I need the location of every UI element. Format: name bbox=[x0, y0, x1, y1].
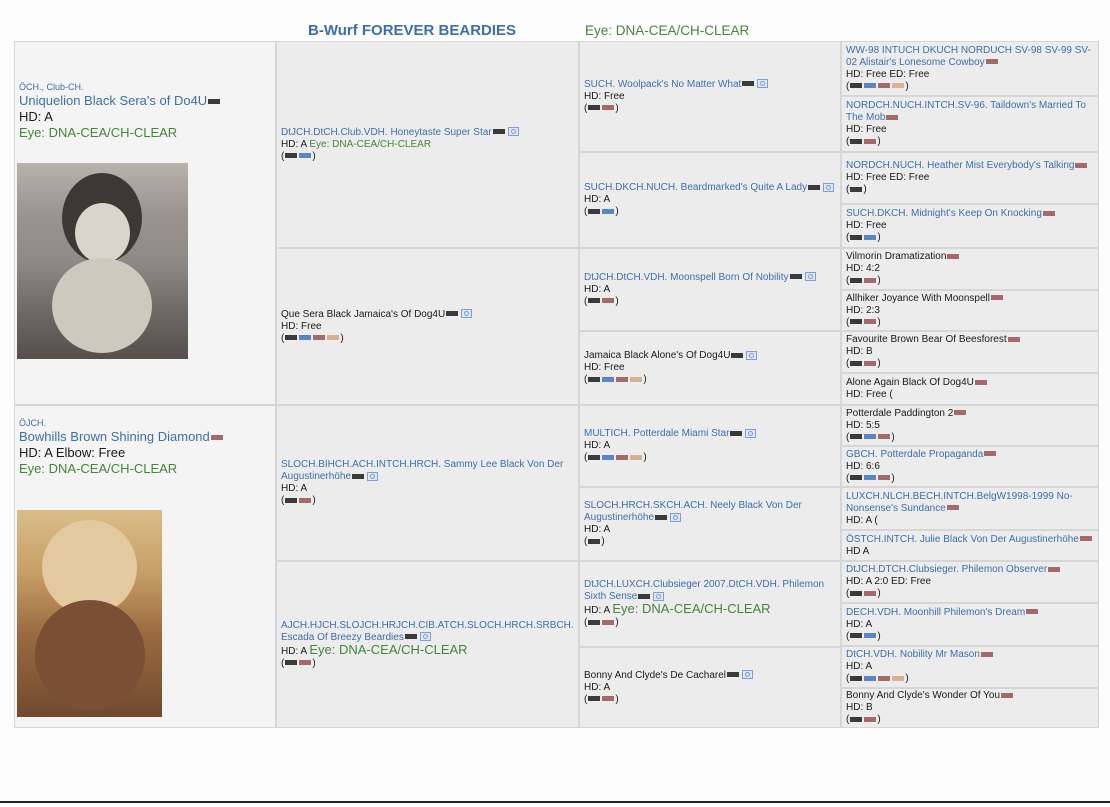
hd-result: HD: B bbox=[846, 702, 873, 713]
paren-open: ( bbox=[584, 617, 588, 628]
hd-result: HD: 4:2 bbox=[846, 263, 880, 274]
paren-close: ) bbox=[615, 693, 619, 705]
hd-result: HD: A bbox=[584, 283, 611, 295]
hd-result: HD: A bbox=[19, 109, 53, 124]
color-swatch bbox=[730, 431, 742, 436]
eye-result: Eye: DNA-CEA/CH-CLEAR bbox=[612, 601, 771, 616]
color-code-row bbox=[584, 452, 836, 464]
color-swatch bbox=[1075, 163, 1087, 168]
ancestor-dog-name[interactable]: NORDCH.NUCH.INTCH.SV-96. Taildown's Married To The Mob bbox=[846, 100, 1086, 123]
hd-result: HD: A bbox=[584, 440, 611, 451]
photo-icon[interactable] bbox=[653, 592, 664, 601]
color-code-row bbox=[584, 374, 836, 386]
dog-title-prefix: ÖJCH. bbox=[19, 418, 46, 428]
color-swatch bbox=[602, 696, 614, 701]
paren-close: ) bbox=[340, 332, 344, 344]
color-swatch bbox=[493, 129, 505, 134]
grandparent-dog-cell bbox=[579, 647, 841, 728]
grandparent-dog-cell bbox=[579, 331, 841, 405]
color-swatch bbox=[864, 717, 876, 722]
paren-close: ) bbox=[312, 495, 316, 506]
paren-open: ( bbox=[584, 536, 588, 547]
paren-close: ) bbox=[877, 232, 881, 243]
paren-close: ) bbox=[877, 275, 881, 286]
main-dog-name[interactable]: Bowhills Brown Shining Diamond bbox=[19, 429, 271, 445]
ancestor-dog-name[interactable]: NORDCH.NUCH. Heather Mist Everybody's Talking bbox=[846, 160, 1094, 172]
hd-result: HD: A bbox=[281, 483, 308, 494]
color-code-row bbox=[281, 658, 574, 670]
color-swatch bbox=[352, 474, 364, 479]
color-swatch bbox=[850, 278, 862, 283]
color-swatch bbox=[892, 676, 904, 681]
ancestor-dog-name[interactable]: Alone Again Black Of Dog4U bbox=[846, 377, 1094, 389]
color-swatch bbox=[285, 335, 297, 340]
color-swatch bbox=[850, 139, 862, 144]
paren-open: ( bbox=[846, 275, 850, 286]
color-code-row bbox=[584, 617, 836, 629]
paren-open: ( bbox=[846, 472, 850, 484]
color-code-row bbox=[584, 536, 836, 548]
parent-dog-name[interactable]: AJCH.HJCH.SLOJCH.HRJCH.CIB.ATCH.SLOCH.HRCH.SRBCH. Escada Of Breezy Beardies bbox=[281, 619, 574, 643]
color-swatch bbox=[808, 185, 820, 190]
parent-dog-cell bbox=[276, 41, 579, 248]
paren-close: ) bbox=[877, 588, 881, 599]
color-swatch bbox=[864, 434, 876, 439]
color-code-row bbox=[846, 136, 1094, 148]
ancestor-dog-name[interactable]: Bonny And Clyde's Wonder Of You bbox=[846, 690, 1094, 702]
grandparent-dog-name[interactable]: SUCH. Woolpack's No Matter What bbox=[584, 79, 836, 91]
color-code-row bbox=[846, 232, 1094, 244]
color-swatch bbox=[975, 380, 987, 385]
paren-open: ( bbox=[281, 150, 285, 162]
color-swatch bbox=[850, 434, 862, 439]
color-swatch bbox=[947, 505, 959, 510]
color-code-row bbox=[281, 333, 574, 345]
color-swatch bbox=[850, 591, 862, 596]
paren-close: ) bbox=[615, 295, 619, 307]
eye-result: Eye: DNA-CEA/CH-CLEAR bbox=[309, 641, 468, 657]
color-swatch bbox=[1043, 211, 1055, 216]
sire-photo bbox=[17, 163, 188, 359]
hd-result: HD: A 2:0 ED: Free bbox=[846, 576, 932, 587]
color-swatch bbox=[630, 377, 642, 382]
paren-close: ) bbox=[891, 431, 895, 443]
paren-close: ) bbox=[877, 358, 881, 369]
color-code-row bbox=[281, 151, 574, 163]
eye-result: Eye: DNA-CEA/CH-CLEAR bbox=[19, 125, 178, 140]
ancestor-dog-cell bbox=[841, 405, 1099, 446]
grandparent-dog-cell bbox=[579, 152, 841, 248]
ancestor-dog-name[interactable]: SUCH.DKCH. Midnight's Keep On Knocking bbox=[846, 208, 1094, 220]
grandparent-dog-name[interactable]: SUCH.DKCH.NUCH. Beardmarked's Quite A Lady bbox=[584, 182, 836, 194]
color-swatch bbox=[864, 475, 876, 480]
color-swatch bbox=[211, 435, 223, 440]
photo-icon[interactable] bbox=[805, 272, 816, 281]
color-swatch bbox=[327, 335, 339, 340]
paren-close: ) bbox=[643, 452, 647, 463]
color-swatch bbox=[313, 335, 325, 340]
ancestor-dog-cell bbox=[841, 688, 1099, 728]
paren-close: ) bbox=[615, 102, 619, 114]
ancestor-dog-name[interactable]: LUXCH.NLCH.BECH.INTCH.BelgW1998-1999 No-Nonsense's Sundance bbox=[846, 490, 1073, 514]
color-swatch bbox=[850, 83, 862, 88]
ancestor-dog-cell bbox=[841, 646, 1099, 688]
photo-icon[interactable] bbox=[757, 79, 768, 88]
ancestor-dog-cell bbox=[841, 373, 1099, 405]
color-swatch bbox=[878, 83, 890, 88]
color-swatch bbox=[864, 139, 876, 144]
paren-close: ) bbox=[601, 536, 605, 547]
paren-open: ( bbox=[584, 102, 588, 114]
paren-open: ( bbox=[846, 714, 850, 725]
color-swatch bbox=[991, 295, 1003, 300]
color-swatch bbox=[299, 335, 311, 340]
color-code-row bbox=[846, 473, 1094, 485]
color-swatch bbox=[850, 235, 862, 240]
paren-close: ) bbox=[643, 374, 647, 385]
grandparent-dog-name[interactable]: MULTICH. Potterdale Miami Star bbox=[584, 428, 836, 440]
color-swatch bbox=[878, 434, 890, 439]
ancestor-dog-cell bbox=[841, 603, 1099, 646]
ancestor-dog-name[interactable]: DECH.VDH. Moonhill Philemon's Dream bbox=[846, 607, 1094, 619]
color-code-row bbox=[846, 673, 1094, 685]
paren-open: ( bbox=[846, 232, 850, 243]
color-swatch bbox=[742, 81, 754, 86]
color-code-row bbox=[846, 631, 1094, 643]
ancestor-dog-name[interactable]: Potterdale Paddington 2 bbox=[846, 408, 1094, 420]
color-swatch bbox=[954, 410, 966, 415]
color-swatch bbox=[731, 353, 743, 358]
color-code-row bbox=[584, 103, 836, 115]
parent-dog-cell bbox=[276, 248, 579, 405]
ancestor-dog-cell bbox=[841, 290, 1099, 331]
hd-result: HD: Free bbox=[846, 220, 887, 231]
paren-open: ( bbox=[846, 358, 850, 369]
color-swatch bbox=[864, 235, 876, 240]
grandparent-dog-name[interactable]: SLOCH.HRCH.SKCH.ACH. Neely Black Von Der Augustinerhöhe bbox=[584, 500, 802, 523]
color-swatch bbox=[208, 99, 220, 104]
hd-result: HD: A bbox=[584, 524, 611, 535]
color-swatch bbox=[1080, 536, 1092, 541]
color-swatch bbox=[850, 361, 862, 366]
color-swatch bbox=[299, 153, 311, 158]
photo-icon[interactable] bbox=[508, 127, 519, 136]
ancestor-dog-cell bbox=[841, 152, 1099, 204]
color-swatch bbox=[405, 634, 417, 639]
paren-close: ) bbox=[863, 184, 867, 195]
ancestor-dog-name[interactable]: DtJCH.DTCH.Clubsieger. Philemon Observer bbox=[846, 564, 1094, 576]
hd-result: HD: Free bbox=[584, 90, 625, 102]
color-swatch bbox=[602, 455, 614, 460]
color-swatch bbox=[588, 209, 600, 214]
color-code-row bbox=[846, 714, 1094, 726]
color-swatch bbox=[588, 696, 600, 701]
hd-result: HD: A Eye: DNA-CEA/CH-CLEAR bbox=[584, 601, 771, 616]
hd-result: HD A bbox=[846, 545, 870, 557]
color-swatch bbox=[602, 377, 614, 382]
color-code-row bbox=[846, 184, 1094, 196]
color-swatch bbox=[616, 377, 628, 382]
color-swatch bbox=[984, 451, 996, 456]
grandparent-dog-name[interactable]: Bonny And Clyde's De Cacharel bbox=[584, 670, 836, 682]
color-swatch bbox=[850, 633, 862, 638]
dam-photo bbox=[17, 510, 162, 717]
color-swatch bbox=[299, 498, 311, 503]
ancestor-dog-cell bbox=[841, 248, 1099, 290]
paren-open: ( bbox=[846, 673, 850, 684]
color-swatch bbox=[1048, 567, 1060, 572]
hd-result: HD: Free bbox=[846, 124, 887, 135]
color-swatch bbox=[864, 361, 876, 366]
page-bottom-line bbox=[0, 801, 1110, 803]
grandparent-dog-cell bbox=[579, 487, 841, 561]
paren-open: ( bbox=[281, 332, 285, 344]
hd-result: HD: Free bbox=[584, 362, 625, 373]
hd-result: HD: A Eye: DNA-CEA/CH-CLEAR bbox=[281, 138, 432, 150]
parent-dog-cell bbox=[276, 561, 579, 728]
hd-result: HD: A bbox=[846, 618, 873, 630]
color-code-row bbox=[846, 81, 1094, 93]
photo-icon[interactable] bbox=[745, 429, 756, 438]
color-swatch bbox=[864, 591, 876, 596]
hd-result: HD: 5:5 bbox=[846, 419, 880, 431]
paren-close: ) bbox=[877, 316, 881, 328]
ancestor-dog-cell bbox=[841, 331, 1099, 373]
dog-title-prefix: ÖCH., Club-CH. bbox=[19, 82, 84, 92]
color-swatch bbox=[1001, 693, 1013, 698]
ancestor-dog-name[interactable]: Allhiker Joyance With Moonspell bbox=[846, 293, 1094, 305]
paren-close: ) bbox=[312, 150, 316, 162]
color-code-row bbox=[584, 296, 836, 308]
paren-open: ( bbox=[846, 630, 850, 642]
paren-close: ) bbox=[905, 673, 909, 684]
document-header bbox=[0, 22, 1110, 40]
color-swatch bbox=[602, 298, 614, 303]
hd-result: HD: 2:3 bbox=[846, 304, 880, 316]
paren-open: ( bbox=[281, 495, 285, 506]
grandparent-dog-name[interactable]: Jamaica Black Alone's Of Dog4U bbox=[584, 350, 836, 362]
color-swatch bbox=[638, 594, 650, 599]
hd-result: HD: A bbox=[584, 681, 611, 693]
photo-icon[interactable] bbox=[746, 351, 757, 360]
paren-close: ) bbox=[877, 136, 881, 147]
color-code-row bbox=[281, 495, 574, 507]
paren-open: ( bbox=[846, 136, 850, 147]
ancestor-dog-name[interactable]: ÖSTCH.INTCH. Julie Black Von Der Augustinerhöhe bbox=[846, 534, 1094, 546]
color-swatch bbox=[588, 377, 600, 382]
color-swatch bbox=[850, 717, 862, 722]
color-swatch bbox=[864, 319, 876, 324]
paren-open: ( bbox=[584, 206, 588, 217]
paren-close: ) bbox=[877, 630, 881, 642]
main-dog-name[interactable]: Uniquelion Black Sera's of Do4U bbox=[19, 93, 271, 109]
photo-icon[interactable] bbox=[823, 183, 834, 192]
color-swatch bbox=[864, 83, 876, 88]
color-swatch bbox=[864, 676, 876, 681]
color-swatch bbox=[886, 115, 898, 120]
color-swatch bbox=[986, 59, 998, 64]
color-swatch bbox=[602, 209, 614, 214]
color-swatch bbox=[602, 105, 614, 110]
grandparent-dog-cell bbox=[579, 41, 841, 152]
color-swatch bbox=[1008, 337, 1020, 342]
ancestor-dog-cell bbox=[841, 204, 1099, 248]
color-swatch bbox=[981, 652, 993, 657]
color-swatch bbox=[1026, 609, 1038, 614]
photo-icon[interactable] bbox=[461, 309, 472, 318]
color-swatch bbox=[850, 676, 862, 681]
litter-eye-result: Eye: DNA-CEA/CH-CLEAR bbox=[585, 23, 750, 38]
hd-result: HD: Free bbox=[281, 320, 322, 332]
color-swatch bbox=[850, 475, 862, 480]
color-swatch bbox=[850, 187, 862, 192]
color-swatch bbox=[588, 105, 600, 110]
color-swatch bbox=[630, 455, 642, 460]
parent-dog-name[interactable]: SLOCH.BIHCH.ACH.INTCH.HRCH. Sammy Lee Black Von Der Augustinerhöhe bbox=[281, 459, 564, 482]
grandparent-dog-cell bbox=[579, 248, 841, 331]
ancestor-dog-cell bbox=[841, 561, 1099, 603]
parent-dog-cell bbox=[276, 405, 579, 561]
ancestor-dog-name[interactable]: Favourite Brown Bear Of Beesforest bbox=[846, 334, 1094, 346]
color-swatch bbox=[878, 475, 890, 480]
eye-result: Eye: DNA-CEA/CH-CLEAR bbox=[19, 461, 178, 476]
color-swatch bbox=[588, 298, 600, 303]
paren-open: ( bbox=[846, 431, 850, 443]
paren-open: ( bbox=[584, 295, 588, 307]
color-swatch bbox=[588, 455, 600, 460]
color-swatch bbox=[850, 319, 862, 324]
ancestor-dog-name[interactable]: Vilmorin Dramatization bbox=[846, 251, 1094, 263]
paren-open: ( bbox=[584, 693, 588, 705]
ancestor-dog-name[interactable]: GBCH. Potterdale Propaganda bbox=[846, 449, 1094, 461]
litter-title: B-Wurf FOREVER BEARDIES bbox=[308, 22, 517, 39]
color-swatch bbox=[864, 278, 876, 283]
paren-close: ) bbox=[615, 206, 619, 217]
ancestor-dog-name[interactable]: DtCH.VDH. Nobility Mr Mason bbox=[846, 649, 1094, 661]
photo-icon[interactable] bbox=[742, 670, 753, 679]
paren-open: ( bbox=[846, 184, 850, 195]
color-swatch bbox=[285, 153, 297, 158]
color-swatch bbox=[892, 83, 904, 88]
color-swatch bbox=[790, 274, 802, 279]
ancestor-dog-cell bbox=[841, 487, 1099, 530]
hd-result: HD: B bbox=[846, 346, 873, 357]
paren-close: ) bbox=[891, 472, 895, 484]
ancestor-dog-cell bbox=[841, 41, 1099, 96]
parent-dog-name[interactable]: Que Sera Black Jamaica's Of Dog4U bbox=[281, 309, 574, 321]
grandparent-dog-name[interactable]: DtJCH.LUXCH.Clubsieger 2007.DtCH.VDH. Philemon Sixth Sense bbox=[584, 579, 825, 602]
ancestor-dog-cell bbox=[841, 96, 1099, 152]
parent-dog-name[interactable]: DtJCH.DtCH.Club.VDH. Honeytaste Super Star bbox=[281, 127, 574, 139]
hd-result: HD: Free ( bbox=[846, 389, 893, 400]
hd-result: HD: 6:6 bbox=[846, 460, 880, 472]
color-code-row bbox=[846, 317, 1094, 329]
paren-close: ) bbox=[905, 80, 909, 92]
color-swatch bbox=[878, 676, 890, 681]
paren-open: ( bbox=[846, 588, 850, 599]
color-swatch bbox=[727, 672, 739, 677]
color-swatch bbox=[588, 620, 600, 625]
color-swatch bbox=[446, 311, 458, 316]
paren-open: ( bbox=[281, 657, 285, 669]
grandparent-dog-cell bbox=[579, 405, 841, 487]
ancestor-dog-cell bbox=[841, 530, 1099, 561]
color-code-row bbox=[846, 588, 1094, 600]
photo-icon[interactable] bbox=[670, 513, 681, 522]
ancestor-dog-name[interactable]: WW-98 INTUCH DKUCH NORDUCH SV-98 SV-99 SV-02 Alistair's Lonesome Cowboy bbox=[846, 44, 1091, 68]
color-swatch bbox=[864, 633, 876, 638]
color-swatch bbox=[655, 515, 667, 520]
color-swatch bbox=[602, 620, 614, 625]
paren-open: ( bbox=[846, 80, 850, 92]
hd-result: HD: A bbox=[584, 194, 611, 205]
color-code-row bbox=[584, 206, 836, 218]
hd-result: HD: A bbox=[846, 661, 873, 672]
hd-result: HD: Free ED: Free bbox=[846, 172, 930, 183]
color-swatch bbox=[285, 498, 297, 503]
eye-result: Eye: DNA-CEA/CH-CLEAR bbox=[309, 138, 432, 150]
color-swatch bbox=[285, 660, 297, 665]
grandparent-dog-name[interactable]: DtJCH.DtCH.VDH. Moonspell Born Of Nobility bbox=[584, 272, 836, 284]
paren-close: ) bbox=[312, 657, 316, 669]
color-code-row bbox=[846, 432, 1094, 444]
color-swatch bbox=[616, 455, 628, 460]
paren-close: ) bbox=[615, 617, 619, 628]
photo-icon[interactable] bbox=[367, 472, 378, 481]
hd-result: HD: Free ED: Free bbox=[846, 68, 930, 80]
hd-result: HD: A Eye: DNA-CEA/CH-CLEAR bbox=[281, 641, 468, 657]
photo-icon[interactable] bbox=[420, 632, 431, 641]
grandparent-dog-cell bbox=[579, 561, 841, 647]
paren-open: ( bbox=[584, 452, 588, 463]
color-swatch bbox=[588, 539, 600, 544]
color-code-row bbox=[584, 694, 836, 706]
paren-open: ( bbox=[846, 316, 850, 328]
color-code-row bbox=[846, 358, 1094, 370]
color-code-row bbox=[846, 275, 1094, 287]
paren-open: ( bbox=[584, 374, 588, 385]
color-swatch bbox=[947, 254, 959, 259]
paren-close: ) bbox=[877, 714, 881, 725]
hd-result: HD: A ( bbox=[846, 514, 878, 526]
ancestor-dog-cell bbox=[841, 446, 1099, 487]
color-swatch bbox=[299, 660, 311, 665]
hd-result: HD: A Elbow: Free bbox=[19, 445, 126, 460]
